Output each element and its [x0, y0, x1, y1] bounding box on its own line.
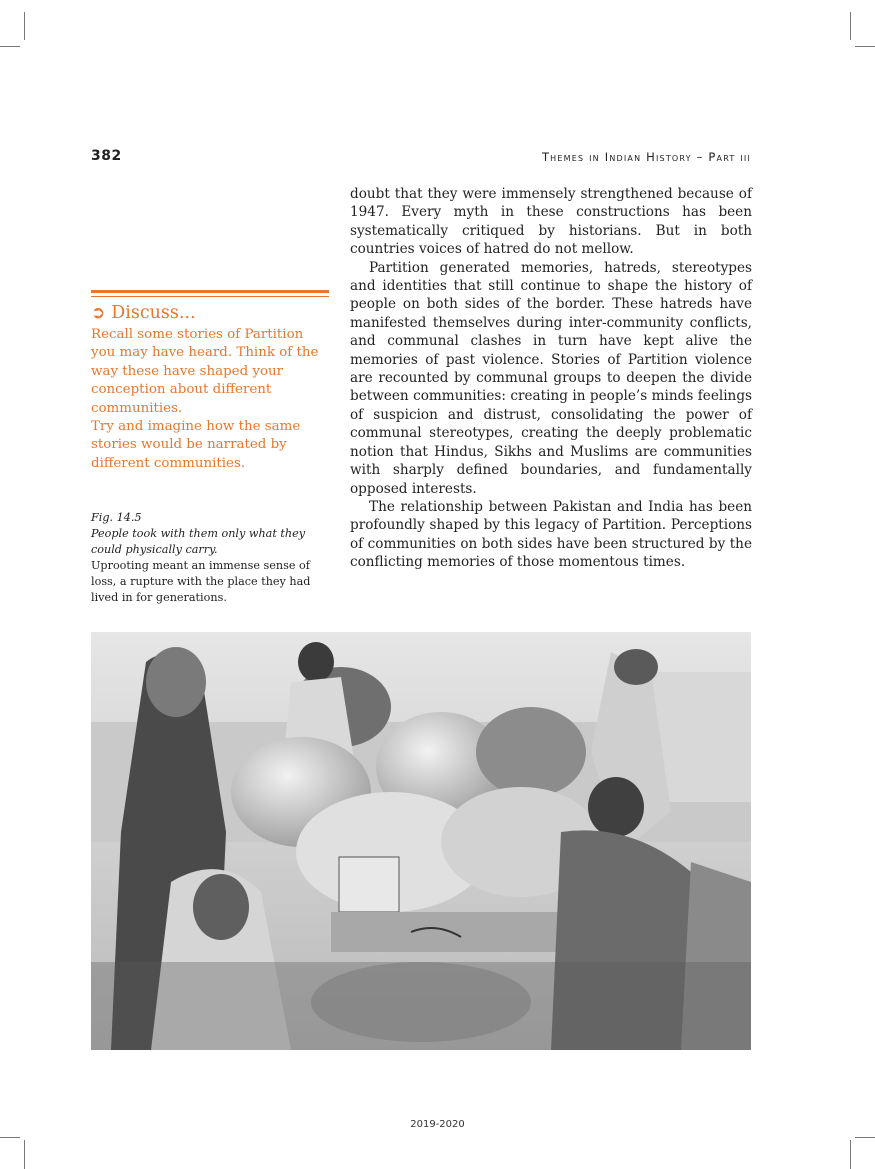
footer-year: 2019-2020 — [410, 1119, 465, 1130]
body-paragraph: The relationship between Pakistan and India has been profoundly shaped by this legacy of Partition. Perceptions of communities on both sides have been structured by the conflicting memories of those momentous times. — [350, 498, 752, 571]
circled-arrow-icon: ➲ — [91, 303, 106, 323]
page-number: 382 — [91, 148, 122, 164]
crop-mark — [850, 12, 851, 40]
body-paragraph: Partition generated memories, hatreds, stereotypes and identities that still continue to shape the history of people on both sides of the border. These hatreds have manifested themselves during inter-community conflicts, and communal clashes in turn have kept alive the memories of past violence. Stories of Partition violence are recounted by communal groups to deepen the divide between communities: creating in people’s minds feelings of suspicion and distrust, consolidating the power of communal stereotypes, creating the deeply problematic notion that Hindus, Sikhs and Muslims are communities with sharply defined boundaries, and fundamentally opposed interests. — [350, 259, 752, 497]
crop-mark — [855, 1137, 875, 1138]
discuss-rule — [91, 290, 329, 293]
running-head: Themes in Indian History – Part iii — [541, 150, 751, 164]
main-text-column — [350, 185, 752, 572]
figure-caption — [91, 510, 331, 606]
figure-label: Fig. 14.5 — [91, 511, 142, 524]
discuss-line: Try and imagine how the same stories would be narrated by different communities. — [91, 419, 301, 471]
crop-mark — [24, 1140, 25, 1169]
crop-mark — [0, 46, 20, 47]
body-paragraph: doubt that they were immensely strengthened because of 1947. Every myth in these constructions has been systematically critiqued by historians. But in both countries voices of hatred do not mellow. — [350, 186, 752, 258]
discuss-heading — [91, 302, 331, 324]
partition-photograph — [91, 632, 751, 1050]
discuss-title: Discuss... — [111, 303, 196, 323]
figure-caption-italic: People took with them only what they could physically carry. — [91, 527, 306, 556]
discuss-body — [91, 326, 331, 473]
figure-caption-plain: Uprooting meant an immense sense of loss, a rupture with the place they had lived in for generations. — [91, 559, 311, 604]
crop-mark — [0, 1137, 20, 1138]
discuss-rule — [91, 296, 329, 297]
crop-mark — [24, 12, 25, 40]
photo-illustration — [91, 632, 751, 1050]
discuss-box — [91, 302, 331, 473]
crop-mark — [855, 46, 875, 47]
discuss-line: Recall some stories of Partition you may have heard. Think of the way these have shaped your conception about different communities. — [91, 327, 319, 416]
crop-mark — [850, 1140, 851, 1169]
